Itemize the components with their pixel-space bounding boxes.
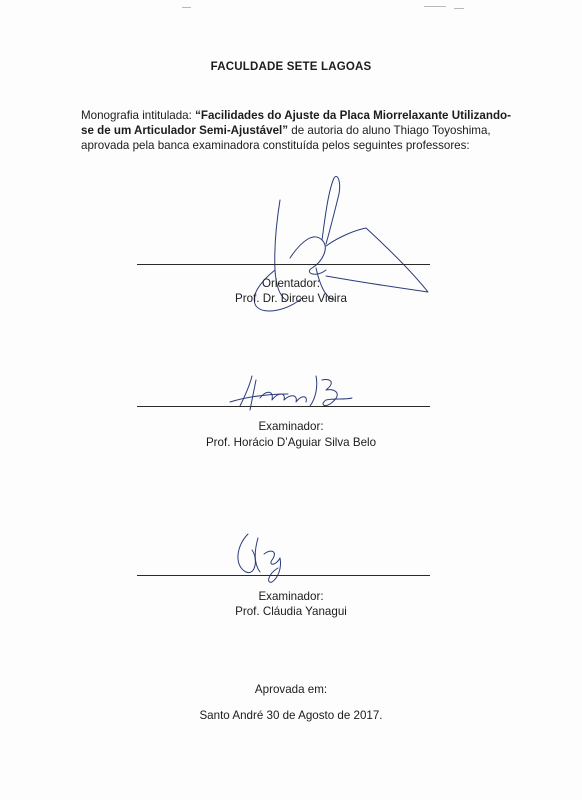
institution-title: FACULDADE SETE LAGOAS xyxy=(210,61,372,73)
examiner-2-role-label: Examinador: xyxy=(258,590,324,603)
thesis-title: “Facilidades do Ajuste da Placa Miorrelaxante Utilizando-se de um Articulador Semi-Ajustável” xyxy=(81,109,511,138)
examiner-1-name: Prof. Horácio D’Aguiar Silva Belo xyxy=(205,436,377,449)
scan-artifact xyxy=(424,6,446,7)
advisor-name: Prof. Dr. Dirceu Vieira xyxy=(235,292,347,305)
approval-statement xyxy=(81,108,511,154)
examiner-1-signature-line xyxy=(137,406,430,407)
examiner-1-role-label: Examinador: xyxy=(258,420,324,433)
examiner-2-name: Prof. Cláudia Yanagui xyxy=(235,605,347,618)
advisor-role-label: Orientador: xyxy=(262,277,320,290)
statement-suffix: de autoria do aluno Thiago Toyoshima, aprovada pela banca examinadora constituída pelos seguintes professores: xyxy=(81,124,491,153)
advisor-signature-line xyxy=(137,264,430,265)
scan-artifact xyxy=(454,8,464,9)
place-and-date: Santo André 30 de Agosto de 2017. xyxy=(199,709,383,722)
examiner-2-signature-line xyxy=(137,575,430,576)
scan-artifact xyxy=(182,7,191,8)
approval-date-label: Aprovada em: xyxy=(254,683,328,696)
statement-prefix: Monografia intitulada: xyxy=(81,109,196,122)
